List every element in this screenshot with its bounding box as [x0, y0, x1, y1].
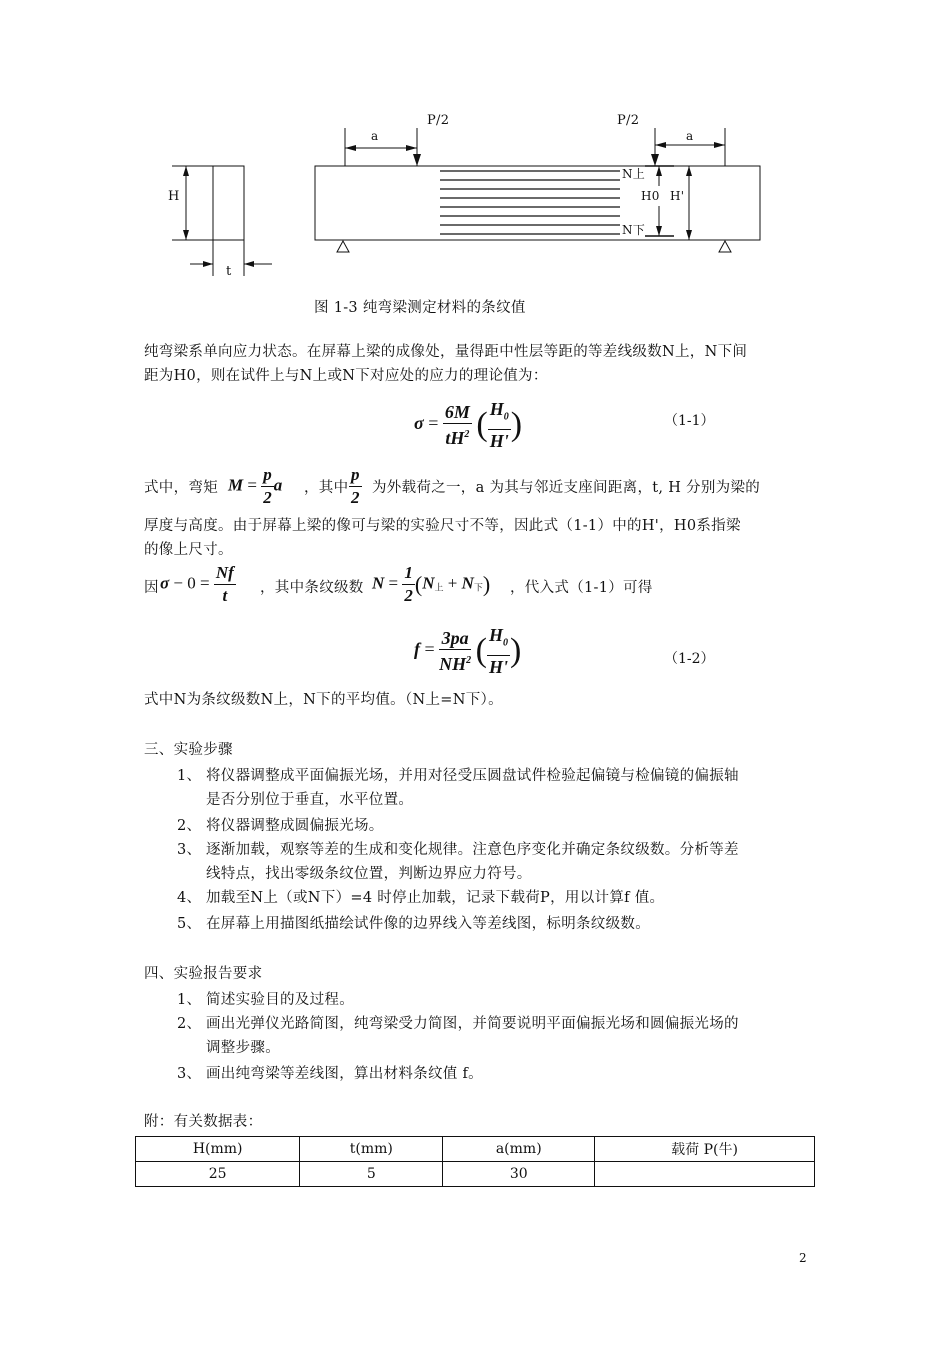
paragraph-2-part-c: 为外载荷之一，a 为其与邻近支座间距离，t, H 分别为梁的 — [372, 480, 761, 496]
step-1-number: 1、 — [177, 768, 202, 784]
section-4-heading: 四、实验报告要求 — [144, 966, 263, 982]
n-average-formula: N = $\frac{1}{2}$ $(N_上 + N_下)$ — [372, 563, 491, 605]
h0-arrow-top — [656, 166, 662, 176]
support-left — [337, 241, 349, 252]
figure-caption: 图 1-3 纯弯梁测定材料的条纹值 — [314, 300, 526, 316]
label-a-left: a — [371, 129, 379, 143]
beam-cross-section — [213, 166, 244, 240]
a-left-arrow-r — [406, 145, 417, 151]
label-p-half-left: P/2 — [427, 113, 450, 128]
figure-1-3-diagram — [0, 0, 950, 300]
step-3-line-2: 线特点，找出零级条纹位置，判断边界应力符号。 — [206, 866, 532, 882]
table-header-row — [136, 1137, 815, 1162]
step-2-number: 2、 — [177, 818, 202, 834]
page-number: 2 — [799, 1251, 807, 1265]
paragraph-1-line-1: 纯弯梁系单向应力状态。在屏幕上梁的成像处，量得距中性层等距的等差线级数N上，N下间 — [144, 344, 748, 360]
moment-formula: M = $\frac{p}{2}$ a — [228, 465, 283, 507]
paragraph-3-part-c: ，代入式（1-1）可得 — [510, 580, 653, 596]
step-1-line-1: 将仪器调整成平面偏振光场，并用对径受压圆盘试件检验起偏镜与检偏镜的偏振轴 — [206, 768, 739, 784]
label-h0: H0 — [641, 186, 660, 206]
hprime-arrow-top — [686, 166, 692, 176]
cell-a: 30 — [443, 1162, 595, 1187]
label-a-right: a — [686, 129, 694, 143]
header-load: 载荷 P(牛) — [595, 1137, 815, 1162]
a-left-arrow-l — [345, 145, 356, 151]
equation-1-2: f = $\frac{3pa}{NH^2}$ ( $\frac{H_0}{H'}$ ) — [414, 625, 522, 677]
report-item-1-number: 1、 — [177, 992, 202, 1008]
step-2-line-1: 将仪器调整成圆偏振光场。 — [206, 818, 384, 834]
cell-t: 5 — [300, 1162, 443, 1187]
label-t: t — [226, 264, 232, 279]
step-3-number: 3、 — [177, 842, 202, 858]
load-right-head — [651, 154, 659, 166]
paragraph-4: 式中N为条纹级数N上，N下的平均值。（N上=N下）。 — [144, 692, 503, 708]
report-item-1-line-1: 简述实验目的及过程。 — [206, 992, 354, 1008]
label-hprime: H' — [670, 186, 684, 206]
step-4-line-1: 加载至N上（或N下）=4 时停止加载，记录下载荷P，用以计算f 值。 — [206, 890, 665, 906]
cell-load — [595, 1162, 815, 1187]
report-item-2-number: 2、 — [177, 1016, 202, 1032]
a-right-arrow-r — [714, 142, 725, 148]
report-item-3-line-1: 画出纯弯梁等差线图，算出材料条纹值 f。 — [206, 1066, 483, 1082]
header-h: H(mm) — [136, 1137, 300, 1162]
label-n-lower: N下 — [622, 223, 646, 237]
report-item-3-number: 3、 — [177, 1066, 202, 1082]
step-3-line-1: 逐渐加载，观察等差的生成和变化规律。注意色序变化并确定条纹级数。分析等差 — [206, 842, 739, 858]
label-h: H — [168, 189, 180, 204]
data-table — [135, 1136, 815, 1187]
t-arrow-left-head — [203, 261, 213, 267]
section-3-heading: 三、实验步骤 — [144, 742, 233, 758]
step-1-line-2: 是否分别位于垂直，水平位置。 — [206, 792, 414, 808]
paragraph-1-line-2: 距为H0，则在试件上与N上或N下对应处的应力的理论值为： — [144, 368, 548, 384]
cell-h: 25 — [136, 1162, 300, 1187]
a-right-arrow-l — [655, 142, 666, 148]
paragraph-2-part-a: 式中，弯矩 — [144, 480, 218, 496]
load-left-head — [413, 154, 421, 166]
hprime-arrow-bottom — [686, 230, 692, 240]
paragraph-2-line-2: 厚度与高度。由于屏幕上梁的像可与梁的实验尺寸不等，因此式（1-1）中的H'，H0系指梁 — [144, 518, 741, 534]
label-n-upper: N上 — [622, 167, 646, 181]
h0-arrow-bottom — [656, 226, 662, 236]
header-t: t(mm) — [300, 1137, 443, 1162]
paragraph-2-part-b: ，其中 — [304, 480, 349, 496]
step-5-line-1: 在屏幕上用描图纸描绘试件像的边界线入等差线图，标明条纹级数。 — [206, 916, 650, 932]
report-item-2-line-2: 调整步骤。 — [206, 1040, 280, 1056]
t-arrow-right-head — [244, 261, 254, 267]
equation-1-1-number: （1-1） — [664, 413, 715, 429]
p-half-formula: $\frac{p}{2}$ — [351, 465, 360, 507]
step-4-number: 4、 — [177, 890, 202, 906]
beam-body — [315, 166, 760, 240]
sigma-formula: σ − 0 = $\frac{Nf}{t}$ — [160, 563, 234, 605]
h-arrow-bottom — [183, 230, 189, 240]
table-row — [136, 1162, 815, 1187]
support-right — [719, 241, 731, 252]
report-item-2-line-1: 画出光弹仪光路简图，纯弯梁受力简图，并简要说明平面偏振光场和圆偏振光场的 — [206, 1016, 739, 1032]
paragraph-3-part-a: 因 — [144, 580, 159, 596]
equation-1-1: σ = $\frac{6M}{tH^2}$ ( $\frac{H_0}{H'}$ ) — [414, 399, 523, 451]
appendix-title: 附：有关数据表： — [144, 1114, 263, 1130]
step-5-number: 5、 — [177, 916, 202, 932]
header-a: a(mm) — [443, 1137, 595, 1162]
fringe-lines — [440, 171, 620, 234]
equation-1-2-number: （1-2） — [664, 651, 715, 667]
paragraph-2-line-3: 的像上尺寸。 — [144, 542, 233, 558]
label-p-half-right: P/2 — [617, 113, 640, 128]
h-arrow-top — [183, 166, 189, 176]
paragraph-3-part-b: ，其中条纹级数 — [260, 580, 364, 596]
